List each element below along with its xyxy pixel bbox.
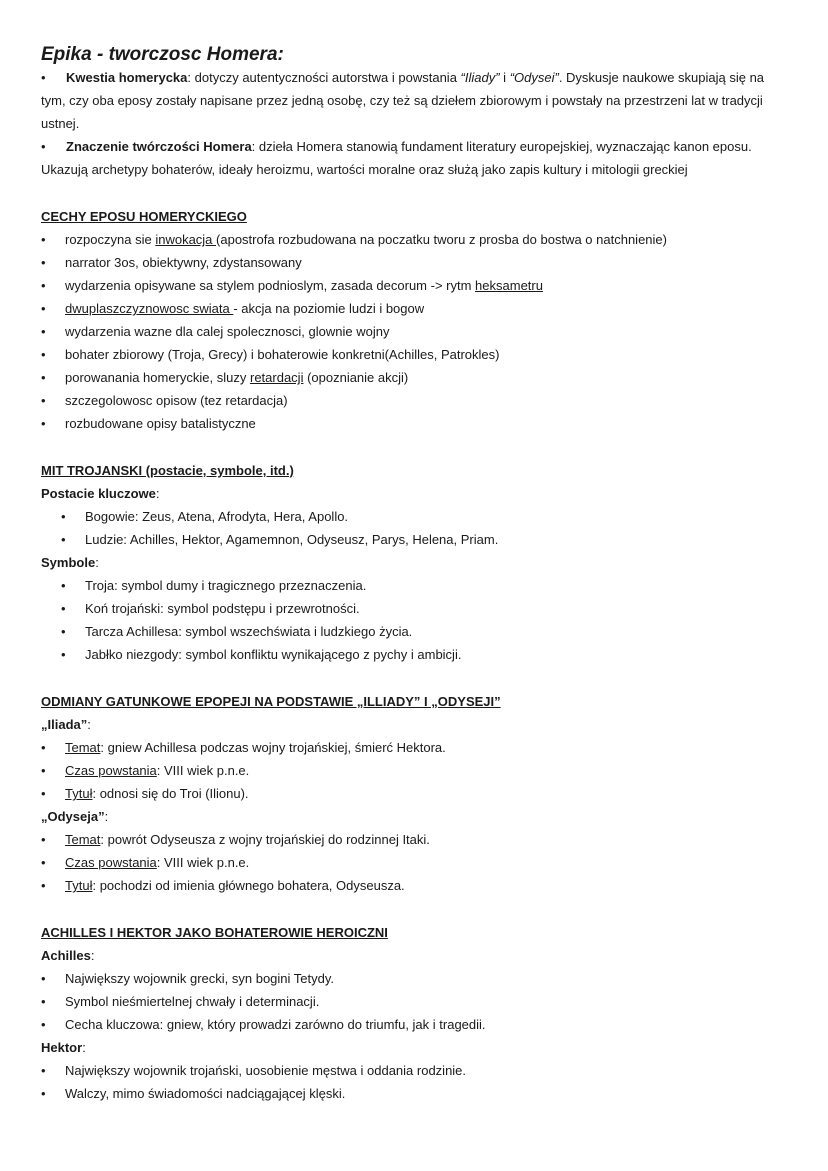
- list-item: • Cecha kluczowa: gniew, który prowadzi zarówno do triumfu, jak i tragedii.: [41, 1013, 784, 1036]
- list-item: • Symbol nieśmiertelnej chwały i determinacji.: [41, 990, 784, 1013]
- text: . Dyskusje naukowe skupiają się na tym, czy oba eposy zostały napisane przez jedną osobę, czy też są dziełem zbiorowym i powstały na przestrzeni lat w tradycji ustnej.: [41, 70, 765, 131]
- list-item: • Bogowie: Zeus, Atena, Afrodyta, Hera, Apollo.: [41, 505, 784, 528]
- list-item: • Czas powstania: VIII wiek p.n.e.: [41, 759, 784, 782]
- subheading-hektor: Hektor:: [41, 1040, 86, 1055]
- list-item: • Walczy, mimo świadomości nadciągającej klęski.: [41, 1082, 784, 1105]
- list-item: • wydarzenia opisywane sa stylem podnioslym, zasada decorum -> rytm heksametru: [41, 274, 784, 297]
- list-item: • Ludzie: Achilles, Hektor, Agamemnon, Odyseusz, Parys, Helena, Priam.: [41, 528, 784, 551]
- text: i: [499, 70, 510, 85]
- list-item: • Największy wojownik grecki, syn bogini Tetydy.: [41, 967, 784, 990]
- intro-paragraph-kwestia: [41, 66, 784, 135]
- section-heading-cechy: CECHY EPOSU HOMERYCKIEGO: [41, 209, 247, 224]
- list-item: • Temat: gniew Achillesa podczas wojny trojańskiej, śmierć Hektora.: [41, 736, 784, 759]
- section-heading-mit: MIT TROJANSKI (postacie, symbole, itd.): [41, 463, 294, 478]
- cechy-list: [41, 228, 784, 435]
- symbole-list: [41, 574, 784, 666]
- list-item: • Tytuł: odnosi się do Troi (Ilionu).: [41, 782, 784, 805]
- hektor-list: [41, 1059, 784, 1105]
- list-item: • Czas powstania: VIII wiek p.n.e.: [41, 851, 784, 874]
- subheading-achilles: Achilles:: [41, 948, 95, 963]
- list-item: • szczegolowosc opisow (tez retardacja): [41, 389, 784, 412]
- list-item: • bohater zbiorowy (Troja, Grecy) i bohaterowie konkretni(Achilles, Patrokles): [41, 343, 784, 366]
- term-label: Kwestia homerycka: [66, 70, 188, 85]
- iliada-list: [41, 736, 784, 805]
- text: : dotyczy autentyczności autorstwa i powstania: [187, 70, 461, 85]
- list-item: • porowanania homeryckie, sluzy retardacji (opoznianie akcji): [41, 366, 784, 389]
- section-heading-bohaterowie: ACHILLES I HEKTOR JAKO BOHATEROWIE HEROICZNI: [41, 925, 388, 940]
- list-item: • Tarcza Achillesa: symbol wszechświata i ludzkiego życia.: [41, 620, 784, 643]
- term-label: Znaczenie twórczości Homera: [66, 139, 252, 154]
- subheading-iliada: „Iliada”:: [41, 717, 91, 732]
- text: : dzieła Homera stanowią fundament literatury europejskiej, wyznaczając kanon eposu. Ukazują archetypy bohaterów, ideały heroizmu, wartości moralne oraz służą jako zapis kultury i mitologii greckiej: [41, 139, 752, 177]
- subheading-odyseja: „Odyseja”:: [41, 809, 109, 824]
- page-title: Epika - tworczosc Homera:: [41, 44, 284, 65]
- list-item: • Tytuł: pochodzi od imienia głównego bohatera, Odyseusza.: [41, 874, 784, 897]
- list-item: • Temat: powrót Odyseusza z wojny trojańskiej do rodzinnej Itaki.: [41, 828, 784, 851]
- subheading-symbole: Symbole:: [41, 555, 99, 570]
- odyseja-list: [41, 828, 784, 897]
- list-item: • Koń trojański: symbol podstępu i przewrotności.: [41, 597, 784, 620]
- subheading-postacie: Postacie kluczowe:: [41, 486, 160, 501]
- list-item: • Troja: symbol dumy i tragicznego przeznaczenia.: [41, 574, 784, 597]
- list-item: • rozpoczyna sie inwokacja (apostrofa rozbudowana na poczatku tworu z prosba do bostwa o natchnienie): [41, 228, 784, 251]
- italic-title: “Iliady”: [460, 70, 500, 85]
- list-item: • Jabłko niezgody: symbol konfliktu wynikającego z pychy i ambicji.: [41, 643, 784, 666]
- list-item: • rozbudowane opisy batalistyczne: [41, 412, 784, 435]
- bullet-icon: •: [41, 70, 46, 85]
- bullet-icon: •: [41, 139, 46, 154]
- italic-title: “Odysei”: [509, 70, 559, 85]
- list-item: • dwuplaszczyznowosc swiata - akcja na poziomie ludzi i bogow: [41, 297, 784, 320]
- list-item: • wydarzenia wazne dla calej spolecznosci, glownie wojny: [41, 320, 784, 343]
- achilles-list: [41, 967, 784, 1036]
- list-item: • narrator 3os, obiektywny, zdystansowany: [41, 251, 784, 274]
- section-heading-odmiany: ODMIANY GATUNKOWE EPOPEJI NA PODSTAWIE „ILLIADY” I „ODYSEJI”: [41, 694, 501, 709]
- intro-paragraph-znaczenie: [41, 135, 784, 181]
- list-item: • Największy wojownik trojański, uosobienie męstwa i oddania rodzinie.: [41, 1059, 784, 1082]
- postacie-list: [41, 505, 784, 551]
